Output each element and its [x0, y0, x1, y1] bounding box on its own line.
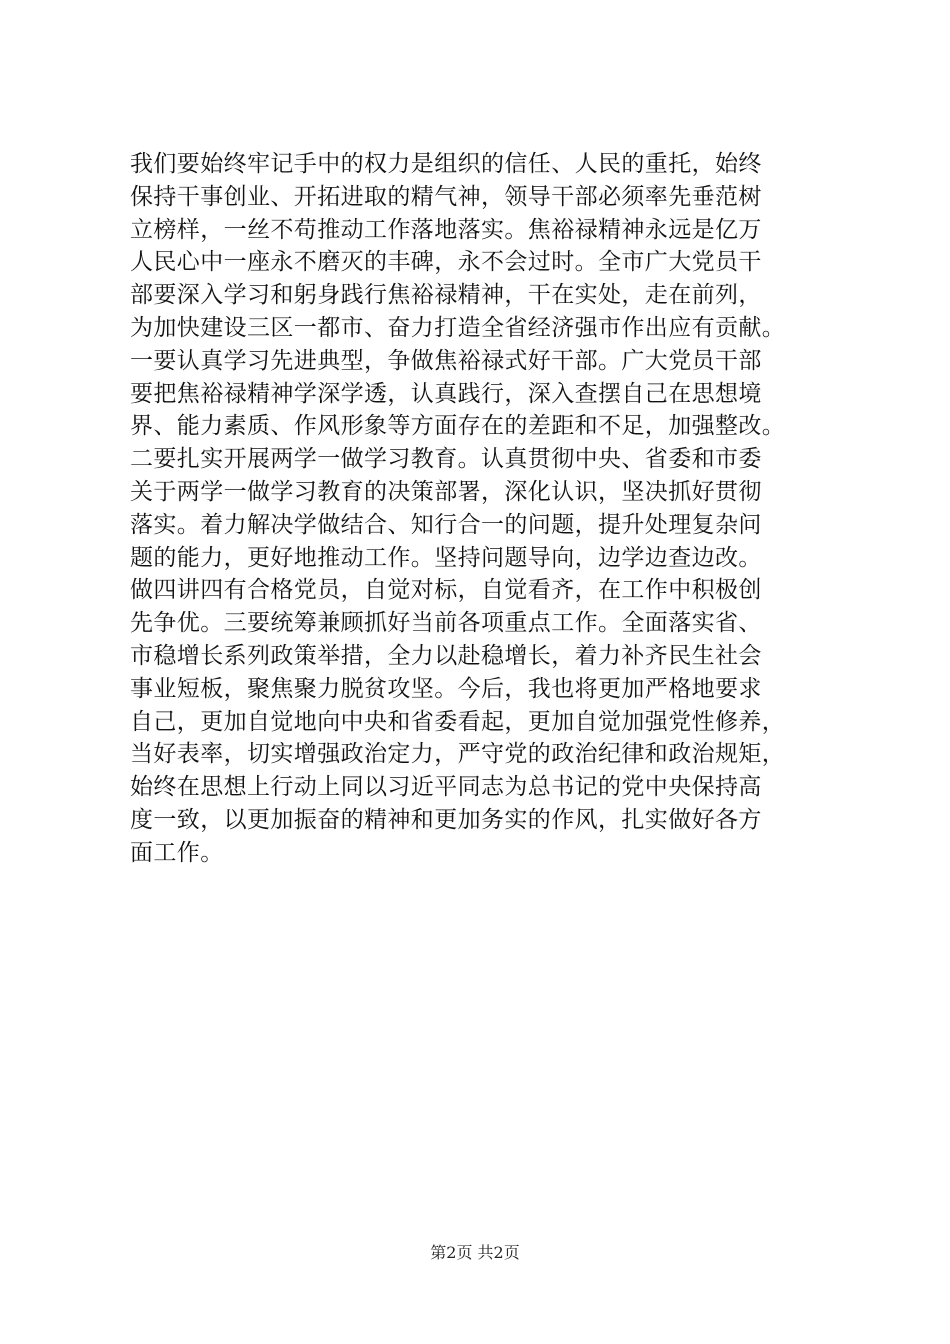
text-line: 界、能力素质、作风形象等方面存在的差距和不足，加强整改。 — [130, 413, 786, 440]
text-line: 始终在思想上行动上同以习近平同志为总书记的党中央保持高 — [130, 774, 762, 801]
text-line: 人民心中一座永不磨灭的丰碑，永不会过时。全市广大党员干 — [130, 249, 762, 276]
text-line: 事业短板，聚焦聚力脱贫攻坚。今后，我也将更加严格地要求 — [130, 675, 762, 702]
text-line: 市稳增长系列政策举措，全力以赴稳增长，着力补齐民生社会 — [130, 642, 762, 669]
text-line: 面工作。 — [130, 839, 224, 866]
text-line: 一要认真学习先进典型，争做焦裕禄式好干部。广大党员干部 — [130, 347, 762, 374]
text-line: 做四讲四有合格党员，自觉对标，自觉看齐，在工作中积极创 — [130, 577, 762, 604]
text-line: 为加快建设三区一都市、奋力打造全省经济强市作出应有贡献。 — [130, 314, 786, 341]
text-line: 度一致，以更加振奋的精神和更加务实的作风，扎实做好各方 — [130, 806, 762, 833]
text-line: 部要深入学习和躬身践行焦裕禄精神，干在实处，走在前列， — [130, 282, 762, 309]
text-line: 当好表率，切实增强政治定力，严守党的政治纪律和政治规矩， — [130, 741, 786, 768]
text-line: 立榜样，一丝不苟推动工作落地落实。焦裕禄精神永远是亿万 — [130, 216, 762, 243]
text-line: 落实。着力解决学做结合、知行合一的问题，提升处理复杂问 — [130, 511, 762, 538]
text-line: 先争优。三要统筹兼顾抓好当前各项重点工作。全面落实省、 — [130, 610, 762, 637]
text-line: 要把焦裕禄精神学深学透，认真践行，深入查摆自己在思想境 — [130, 380, 762, 407]
text-line: 保持干事创业、开拓进取的精气神，领导干部必须率先垂范树 — [130, 183, 762, 210]
text-line: 题的能力，更好地推动工作。坚持问题导向，边学边查边改。 — [130, 544, 762, 571]
page-number-footer: 第2页 共2页 — [430, 1243, 520, 1262]
text-line: 我们要始终牢记手中的权力是组织的信任、人民的重托，始终 — [130, 151, 762, 177]
text-line: 二要扎实开展两学一做学习教育。认真贯彻中央、省委和市委 — [130, 446, 762, 473]
body-paragraph — [130, 148, 850, 870]
text-line: 自己，更加自觉地向中央和省委看起，更加自觉加强党性修养， — [130, 708, 786, 735]
text-line: 关于两学一做学习教育的决策部署，深化认识，坚决抓好贯彻 — [130, 478, 762, 505]
